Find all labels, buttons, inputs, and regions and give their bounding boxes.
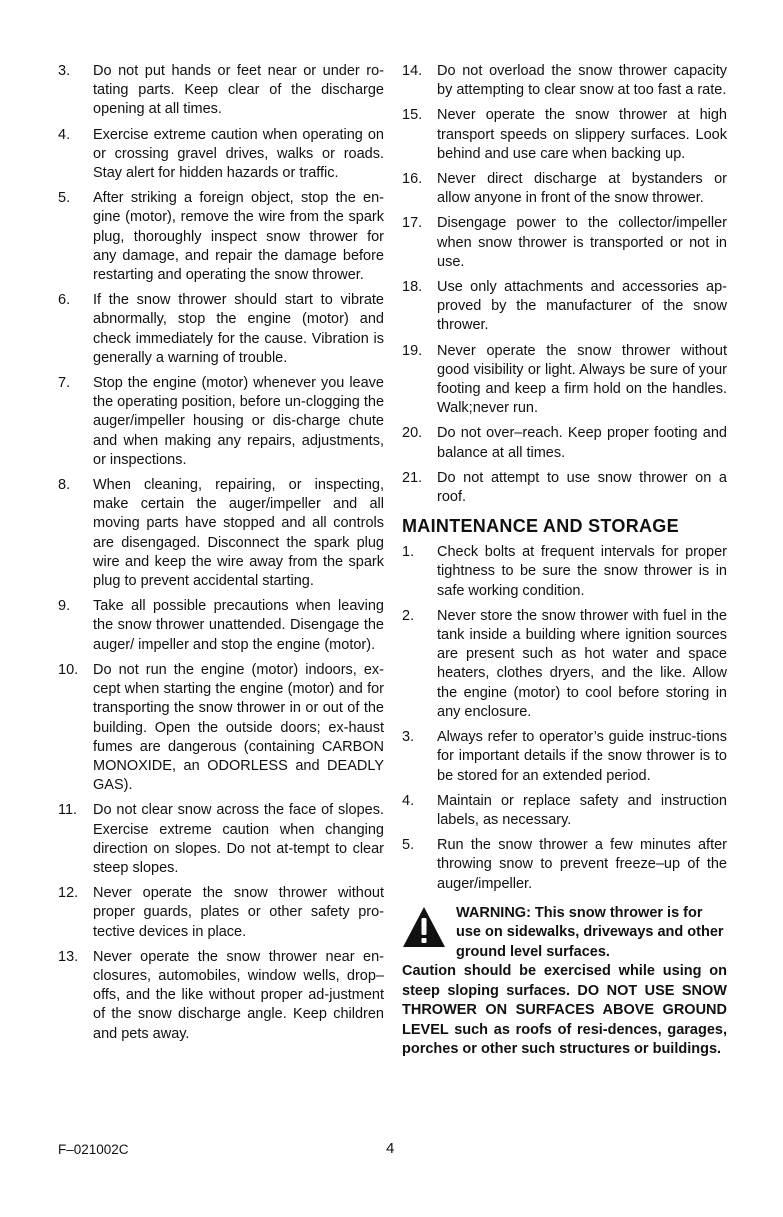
list-item <box>58 126 384 184</box>
warning-body: Caution should be exercised while using on steep sloping surfaces. DO NOT USE SNOW THROWER ON SURFACES ABOVE GROUND LEVEL such as roofs of resi-dences, garages, porches or other such structures or buildings. <box>402 963 727 1058</box>
item-text: When cleaning, repairing, or inspecting, make certain the auger/impeller and all moving parts have stopped and all controls are disengaged. Disconnect the spark plug wire and keep the wire away from the spark plug to prevent accidental starting. <box>93 477 384 590</box>
item-number: 8. <box>58 477 71 494</box>
item-number: 14. <box>402 63 423 79</box>
warning-block <box>402 904 727 963</box>
item-text: Never operate the snow thrower without proper guards, plates or other safety pro-tective devices in place. <box>93 885 384 940</box>
item-text: Stop the engine (motor) whenever you leave the operating position, before un-clogging the auger/impeller housing or dis-charge chute and when making any repairs, adjustments, or inspections. <box>93 375 385 468</box>
list-item <box>402 543 727 601</box>
list-item <box>402 214 727 272</box>
item-text: Do not put hands or feet near or under ro-tating parts. Keep clear of the discharge opening at all times. <box>93 63 384 118</box>
item-text: Check bolts at frequent intervals for proper tightness to be sure the snow thrower is in safe working condition. <box>437 544 727 599</box>
warning-lead: WARNING: This snow thrower is for use on sidewalks, driveways and other ground level surfaces. <box>456 904 724 960</box>
item-number: 1. <box>402 544 415 561</box>
list-item <box>58 374 384 470</box>
item-text: Disengage power to the collector/impeller when snow thrower is transported or not in use. <box>437 215 727 270</box>
item-text: Never operate the snow thrower at high transport speeds on slippery surfaces. Look behind and use care when backing up. <box>437 107 727 162</box>
warning-triangle-icon <box>402 906 446 948</box>
item-number: 21. <box>402 469 423 486</box>
item-text: Always refer to operator’s guide instruc-tions for important details if the snow thrower is to be stored for an extended period. <box>437 729 727 784</box>
list-item <box>402 836 727 894</box>
list-item <box>58 189 384 285</box>
item-number: 5. <box>402 837 415 854</box>
list-item <box>402 170 727 208</box>
item-text: Never operate the snow thrower without good visibility or light. Always be sure of your footing and keep a firm hold on the handles. Walk;never run. <box>437 342 727 417</box>
maintenance-heading: MAINTENANCE AND STORAGE <box>402 516 679 537</box>
document-code: F–021002C <box>58 1142 129 1157</box>
safety-rules-continued <box>402 62 727 507</box>
list-item <box>58 476 384 591</box>
item-number: 13. <box>58 948 79 965</box>
item-text: Never operate the snow thrower near en-closures, automobiles, window wells, drop–offs, and the like without proper ad-justment of the snow discharge angle. Keep children and pets away. <box>93 948 384 1042</box>
item-number: 16. <box>402 171 423 188</box>
item-number: 9. <box>58 598 71 615</box>
item-number: 20. <box>402 425 423 442</box>
maintenance-list <box>402 543 727 893</box>
item-text: Do not clear snow across the face of slopes. Exercise extreme caution when changing direction on slopes. Do not at-tempt to clear steep slopes. <box>93 802 384 876</box>
item-text: Run the snow thrower a few minutes after throwing snow to prevent freeze–up of the auger/impeller. <box>437 837 727 892</box>
item-text: Exercise extreme caution when operating on or crossing gravel drives, walks or roads. Stay alert for hidden hazards or traffic. <box>93 126 384 182</box>
item-number: 10. <box>58 661 79 678</box>
item-number: 19. <box>402 342 423 359</box>
item-text: Use only attachments and accessories ap-proved by the manufacturer of the snow thrower. <box>437 279 727 334</box>
list-item <box>402 792 727 830</box>
left-column <box>58 62 384 1050</box>
list-item <box>402 342 727 419</box>
item-text: If the snow thrower should start to vibrate abnormally, stop the engine (motor) and check immediately for the cause. Vibration is generally a warning of trouble. <box>93 292 384 366</box>
list-item <box>58 884 384 942</box>
list-item <box>402 278 727 336</box>
item-number: 11. <box>58 802 78 819</box>
list-item <box>402 424 727 462</box>
item-number: 18. <box>402 279 423 296</box>
item-number: 4. <box>58 126 71 143</box>
list-item <box>58 948 384 1044</box>
item-number: 5. <box>58 190 71 207</box>
list-item <box>402 62 727 100</box>
list-item <box>58 661 384 795</box>
item-number: 4. <box>402 792 415 809</box>
item-number: 3. <box>402 729 415 746</box>
item-number: 7. <box>58 375 71 392</box>
list-item <box>402 607 727 722</box>
item-text: Do not over–reach. Keep proper footing and balance at all times. <box>437 425 727 461</box>
item-text: After striking a foreign object, stop the en-gine (motor), remove the wire from the spark plug, thoroughly inspect snow thrower for any damage, and repair the damage before restarting and operating the snow thrower. <box>93 190 384 284</box>
item-text: Never store the snow thrower with fuel in the tank inside a building where ignition sources are present such as hot water and space heaters, clothes dryers, and the like. Allow the engine (motor) to cool before storing in any enclosure. <box>437 607 727 720</box>
page-number: 4 <box>386 1140 395 1157</box>
right-column <box>402 62 727 1060</box>
item-text: Do not run the engine (motor) indoors, ex-cept when starting the engine (motor) and for transporting the snow thrower in or out of the building. Open the outside doors; ex-haust fumes are dangerous (containing CARBON MONOXIDE, an ODORLESS and DEADLY GAS). <box>93 661 384 794</box>
list-item <box>58 291 384 368</box>
item-text: Never direct discharge at bystanders or allow anyone in front of the snow thrower. <box>437 171 727 207</box>
list-item <box>402 728 727 786</box>
item-text: Maintain or replace safety and instruction labels, as necessary. <box>437 792 727 828</box>
item-number: 15. <box>402 107 423 124</box>
item-text: Do not overload the snow thrower capacity by attempting to clear snow at too fast a rate. <box>437 63 727 99</box>
list-item <box>402 469 727 507</box>
item-number: 6. <box>58 292 71 309</box>
item-number: 17. <box>402 215 423 232</box>
list-item <box>58 62 384 120</box>
list-item <box>58 597 384 655</box>
list-item <box>58 801 384 878</box>
item-number: 12. <box>58 885 79 902</box>
list-item <box>402 106 727 164</box>
item-text: Take all possible precautions when leaving the snow thrower unattended. Disengage the auger/ impeller and stop the engine (motor). <box>93 598 384 653</box>
item-number: 2. <box>402 607 415 624</box>
item-text: Do not attempt to use snow thrower on a roof. <box>437 469 727 506</box>
item-number: 3. <box>58 63 71 79</box>
